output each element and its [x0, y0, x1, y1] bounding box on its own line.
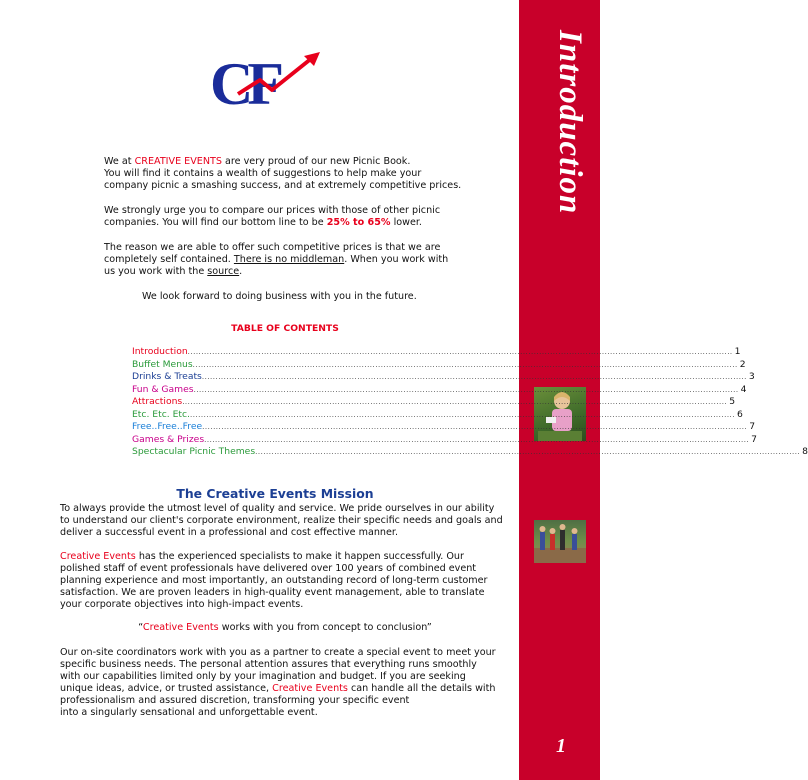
toc-entry-label: Introduction	[132, 346, 188, 357]
toc-title: TABLE OF CONTENTS	[231, 323, 339, 334]
photo-picnic-games	[534, 520, 586, 563]
logo-letters: CF	[210, 51, 278, 117]
savings-percentage: 25% to 65%	[326, 217, 391, 228]
toc-entry-page: 2	[739, 358, 746, 370]
toc-entry-label: Attractions	[132, 396, 183, 407]
intro-paragraph-3: The reason we are able to offer such competitive prices is that we are completely self contained. There is no middleman. When you work with us you work with the source.	[104, 242, 449, 277]
mission-paragraph-2: Creative Events has the experienced specialists to make it happen successfully. Our polished staff of event professionals have delivered over 100 years of combined event planning experience and most importantly, an outstanding record of long-term customer satisfaction. We are proven leaders in high-quality event management, able to translate your corporate objectives into high-impact events.	[60, 551, 488, 610]
toc-entry[interactable]	[132, 358, 746, 372]
toc-entry[interactable]	[132, 446, 808, 459]
brand-name: Creative Events	[60, 551, 136, 562]
intro-paragraph-4: We look forward to doing business with you in the future.	[142, 291, 417, 302]
toc-entry-label: Spectacular Picnic Themes	[132, 446, 256, 457]
toc-leader-dots: ........................................................................................................................................................................................................	[187, 348, 733, 356]
toc-entry[interactable]	[132, 408, 743, 422]
brand-name: Creative Events	[272, 683, 348, 694]
mission-title: The Creative Events Mission	[176, 486, 374, 501]
page-number: 1	[556, 735, 566, 757]
toc-leader-dots: ........................................................................................................................................................................................................	[193, 385, 739, 394]
toc-leader-dots: ........................................................................................................................................................................................................	[182, 398, 728, 406]
toc-entry[interactable]	[132, 346, 741, 359]
toc-leader-dots: ........................................................................................................................................................................................................	[255, 448, 801, 456]
mission-paragraph-3: Our on-site coordinators work with you as a partner to create a special event to meet your specific business needs. The personal attention assures that everything runs smoothly with our capabilities limited only by your imagination and budget. If you are seeking unique ideas, advice, or trusted assistance, Creative Events can handle all the details with professionalism and assured discretion, transforming your specific event into a singularly sensational and unforgettable event.	[60, 647, 496, 718]
toc-entry-page: 7	[749, 421, 756, 432]
table-of-contents	[132, 346, 808, 459]
toc-entry-label: Fun & Games	[132, 383, 194, 395]
toc-entry-page: 5	[729, 396, 736, 407]
intro-paragraph-1: We at CREATIVE EVENTS are very proud of our new Picnic Book. You will find it contains a wealth of suggestions to help make your company picnic a smashing success, and at extremely competitive prices.	[104, 156, 462, 191]
toc-entry-label: Games & Prizes	[132, 433, 205, 445]
toc-entry-page: 8	[802, 446, 808, 457]
toc-entry-page: 6	[737, 408, 743, 420]
toc-entry-label: Drinks & Treats	[132, 371, 202, 382]
toc-entry-page: 3	[748, 371, 755, 382]
toc-leader-dots: ........................................................................................................................................................................................................	[201, 373, 747, 381]
toc-entry[interactable]	[132, 433, 758, 447]
creative-events-logo	[208, 50, 324, 117]
toc-entry-page: 7	[751, 433, 758, 445]
toc-entry[interactable]	[132, 383, 747, 397]
toc-leader-dots: ........................................................................................................................................................................................................	[192, 360, 738, 369]
brand-name: CREATIVE EVENTS	[134, 156, 222, 167]
intro-paragraph-2: We strongly urge you to compare our prices with those of other picnic companies. You will find our bottom line to be 25% to 65% lower.	[104, 205, 441, 228]
toc-entry[interactable]	[132, 371, 755, 384]
toc-entry-page: 1	[734, 346, 741, 357]
toc-entry[interactable]	[132, 421, 756, 434]
brand-name: Creative Events	[142, 622, 219, 633]
mission-paragraph-1: To always provide the utmost level of quality and service. We pride ourselves in our ability to understand our client's corporate environment, realize their specific needs and goals and deliver a successful event in a professional and cost effective manner.	[60, 503, 503, 538]
toc-entry[interactable]	[132, 396, 736, 409]
toc-leader-dots: ........................................................................................................................................................................................................	[204, 435, 750, 444]
mission-quote: “Creative Events works with you from concept to conclusion”	[138, 622, 432, 633]
toc-leader-dots: ........................................................................................................................................................................................................	[202, 423, 748, 431]
toc-entry-page: 4	[740, 383, 747, 395]
toc-entry-label: Free..Free..Free	[132, 421, 203, 432]
toc-entry-label: Etc. Etc. Etc.	[132, 408, 190, 420]
toc-entry-label: Buffet Menus	[132, 358, 193, 370]
section-title: Introduction	[552, 30, 588, 215]
toc-leader-dots: ........................................................................................................................................................................................................	[189, 410, 736, 419]
